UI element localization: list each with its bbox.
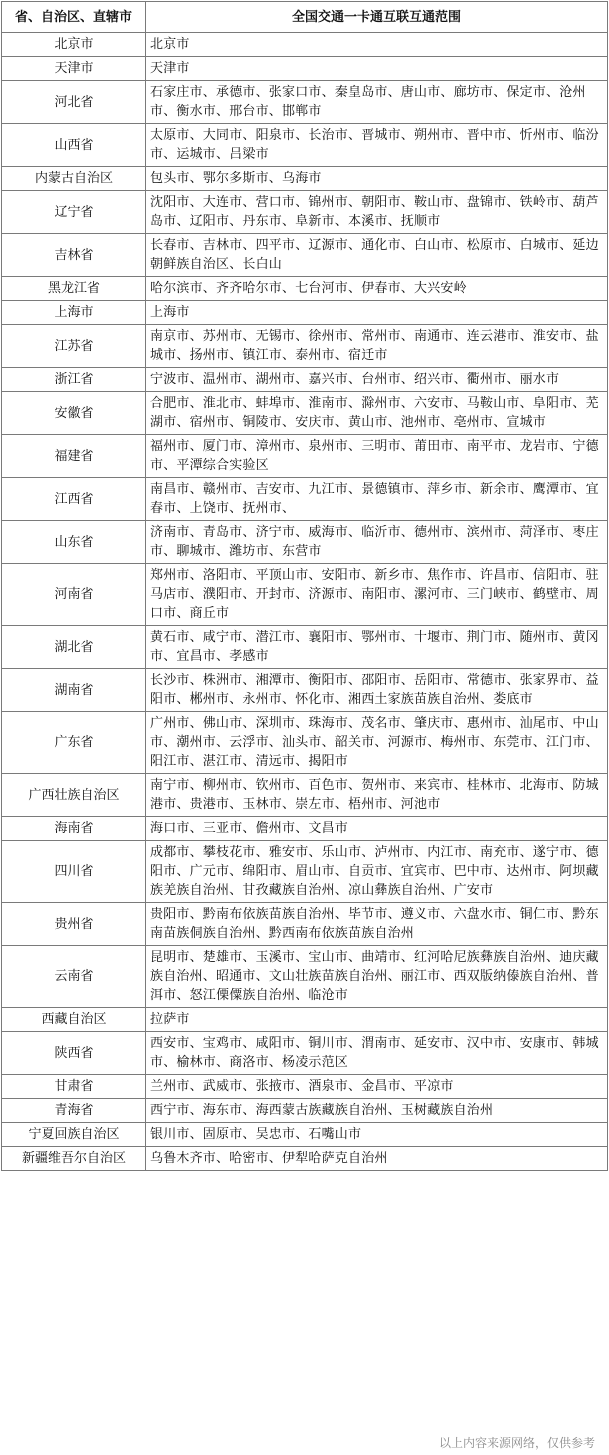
cities-cell: 福州市、厦门市、漳州市、泉州市、三明市、莆田市、南平市、龙岩市、宁德市、平潭综合实验区 (146, 435, 608, 478)
cities-cell: 天津市 (146, 57, 608, 81)
cities-cell: 合肥市、淮北市、蚌埠市、淮南市、滁州市、六安市、马鞍山市、阜阳市、芜湖市、宿州市、铜陵市、安庆市、黄山市、池州市、亳州市、宣城市 (146, 392, 608, 435)
table-row (2, 33, 608, 57)
cities-cell: 宁波市、温州市、湖州市、嘉兴市、台州市、绍兴市、衢州市、丽水市 (146, 368, 608, 392)
province-cell: 山东省 (2, 521, 146, 564)
province-cell: 安徽省 (2, 392, 146, 435)
province-cell: 新疆维吾尔自治区 (2, 1147, 146, 1171)
table-row (2, 1099, 608, 1123)
table-row (2, 277, 608, 301)
table-row (2, 1147, 608, 1171)
province-cell: 广西壮族自治区 (2, 774, 146, 817)
province-cell: 天津市 (2, 57, 146, 81)
province-cell: 内蒙古自治区 (2, 167, 146, 191)
province-cell: 陕西省 (2, 1032, 146, 1075)
province-cell: 上海市 (2, 301, 146, 325)
table-row (2, 435, 608, 478)
table-row (2, 1032, 608, 1075)
table-row (2, 626, 608, 669)
header-province: 省、自治区、直辖市 (2, 2, 146, 33)
table-row (2, 368, 608, 392)
province-cell: 江西省 (2, 478, 146, 521)
cities-cell: 南京市、苏州市、无锡市、徐州市、常州市、南通市、连云港市、淮安市、盐城市、扬州市、镇江市、泰州市、宿迁市 (146, 325, 608, 368)
table-row (2, 301, 608, 325)
province-cell: 辽宁省 (2, 191, 146, 234)
province-cell: 广东省 (2, 712, 146, 774)
cities-cell: 石家庄市、承德市、张家口市、秦皇岛市、唐山市、廊坊市、保定市、沧州市、衡水市、邢台市、邯郸市 (146, 81, 608, 124)
table-row (2, 478, 608, 521)
cities-cell: 郑州市、洛阳市、平顶山市、安阳市、新乡市、焦作市、许昌市、信阳市、驻马店市、濮阳市、开封市、济源市、南阳市、漯河市、三门峡市、鹤壁市、周口市、商丘市 (146, 564, 608, 626)
table-row (2, 774, 608, 817)
cities-cell: 长春市、吉林市、四平市、辽源市、通化市、白山市、松原市、白城市、延边朝鲜族自治区、长白山 (146, 234, 608, 277)
table-row (2, 564, 608, 626)
table-row (2, 841, 608, 903)
province-cell: 宁夏回族自治区 (2, 1123, 146, 1147)
province-cell: 四川省 (2, 841, 146, 903)
province-cell: 北京市 (2, 33, 146, 57)
province-cell: 甘肃省 (2, 1075, 146, 1099)
cities-cell: 太原市、大同市、阳泉市、长治市、晋城市、朔州市、晋中市、忻州市、临汾市、运城市、吕梁市 (146, 124, 608, 167)
province-cell: 河南省 (2, 564, 146, 626)
cities-cell: 兰州市、武威市、张掖市、酒泉市、金昌市、平凉市 (146, 1075, 608, 1099)
cities-cell: 西宁市、海东市、海西蒙古族藏族自治州、玉树藏族自治州 (146, 1099, 608, 1123)
cities-cell: 包头市、鄂尔多斯市、乌海市 (146, 167, 608, 191)
province-cell: 山西省 (2, 124, 146, 167)
province-cell: 黑龙江省 (2, 277, 146, 301)
province-cell: 河北省 (2, 81, 146, 124)
province-cell: 海南省 (2, 817, 146, 841)
table-row (2, 1008, 608, 1032)
province-cell: 湖南省 (2, 669, 146, 712)
cities-cell: 拉萨市 (146, 1008, 608, 1032)
table-row (2, 903, 608, 946)
table-row (2, 81, 608, 124)
cities-cell: 沈阳市、大连市、营口市、锦州市、朝阳市、鞍山市、盘锦市、铁岭市、葫芦岛市、辽阳市、丹东市、阜新市、本溪市、抚顺市 (146, 191, 608, 234)
cities-cell: 贵阳市、黔南布依族苗族自治州、毕节市、遵义市、六盘水市、铜仁市、黔东南苗族侗族自治州、黔西南布依族苗族自治州 (146, 903, 608, 946)
table-row (2, 392, 608, 435)
cities-cell: 黄石市、咸宁市、潜江市、襄阳市、鄂州市、十堰市、荆门市、随州市、黄冈市、宜昌市、孝感市 (146, 626, 608, 669)
cities-cell: 上海市 (146, 301, 608, 325)
table-row (2, 521, 608, 564)
cities-cell: 成都市、攀枝花市、雅安市、乐山市、泸州市、内江市、南充市、遂宁市、德阳市、广元市、绵阳市、眉山市、自贡市、宜宾市、巴中市、达州市、阿坝藏族羌族自治州、甘孜藏族自治州、凉山彝族自治州、广安市 (146, 841, 608, 903)
cities-cell: 昆明市、楚雄市、玉溪市、宝山市、曲靖市、红河哈尼族彝族自治州、迪庆藏族自治州、昭通市、文山壮族苗族自治州、丽江市、西双版纳傣族自治州、普洱市、怒江傈僳族自治州、临沧市 (146, 946, 608, 1008)
cities-cell: 银川市、固原市、吴忠市、石嘴山市 (146, 1123, 608, 1147)
cities-cell: 乌鲁木齐市、哈密市、伊犁哈萨克自治州 (146, 1147, 608, 1171)
table-row (2, 167, 608, 191)
province-cell: 青海省 (2, 1099, 146, 1123)
province-cell: 浙江省 (2, 368, 146, 392)
table-row (2, 712, 608, 774)
table-row (2, 817, 608, 841)
table-header-row (2, 2, 608, 33)
cities-cell: 长沙市、株洲市、湘潭市、衡阳市、邵阳市、岳阳市、常德市、张家界市、益阳市、郴州市、永州市、怀化市、湘西土家族苗族自治州、娄底市 (146, 669, 608, 712)
cities-cell: 广州市、佛山市、深圳市、珠海市、茂名市、肇庆市、惠州市、汕尾市、中山市、潮州市、云浮市、汕头市、韶关市、河源市、梅州市、东莞市、江门市、阳江市、湛江市、清远市、揭阳市 (146, 712, 608, 774)
table-row (2, 124, 608, 167)
cities-cell: 北京市 (146, 33, 608, 57)
table-row (2, 191, 608, 234)
cities-cell: 南昌市、赣州市、吉安市、九江市、景德镇市、萍乡市、新余市、鹰潭市、宜春市、上饶市、抚州市、 (146, 478, 608, 521)
source-note: 以上内容来源网络，仅供参考 (438, 1436, 595, 1450)
table-row (2, 234, 608, 277)
province-cell: 江苏省 (2, 325, 146, 368)
table-body (2, 33, 608, 1171)
table-row (2, 57, 608, 81)
province-cell: 西藏自治区 (2, 1008, 146, 1032)
cities-cell: 济南市、青岛市、济宁市、威海市、临沂市、德州市、滨州市、菏泽市、枣庄市、聊城市、潍坊市、东营市 (146, 521, 608, 564)
province-cell: 吉林省 (2, 234, 146, 277)
province-cell: 贵州省 (2, 903, 146, 946)
table-row (2, 325, 608, 368)
table-row (2, 1123, 608, 1147)
cities-cell: 南宁市、柳州市、钦州市、百色市、贺州市、来宾市、桂林市、北海市、防城港市、贵港市、玉林市、崇左市、梧州市、河池市 (146, 774, 608, 817)
table-row (2, 946, 608, 1008)
cities-cell: 海口市、三亚市、儋州市、文昌市 (146, 817, 608, 841)
province-cell: 云南省 (2, 946, 146, 1008)
interoperability-table (1, 1, 608, 1171)
header-coverage: 全国交通一卡通互联互通范围 (146, 2, 608, 33)
cities-cell: 哈尔滨市、齐齐哈尔市、七台河市、伊春市、大兴安岭 (146, 277, 608, 301)
table-row (2, 1075, 608, 1099)
province-cell: 福建省 (2, 435, 146, 478)
table-row (2, 669, 608, 712)
province-cell: 湖北省 (2, 626, 146, 669)
cities-cell: 西安市、宝鸡市、咸阳市、铜川市、渭南市、延安市、汉中市、安康市、韩城市、榆林市、商洛市、杨凌示范区 (146, 1032, 608, 1075)
